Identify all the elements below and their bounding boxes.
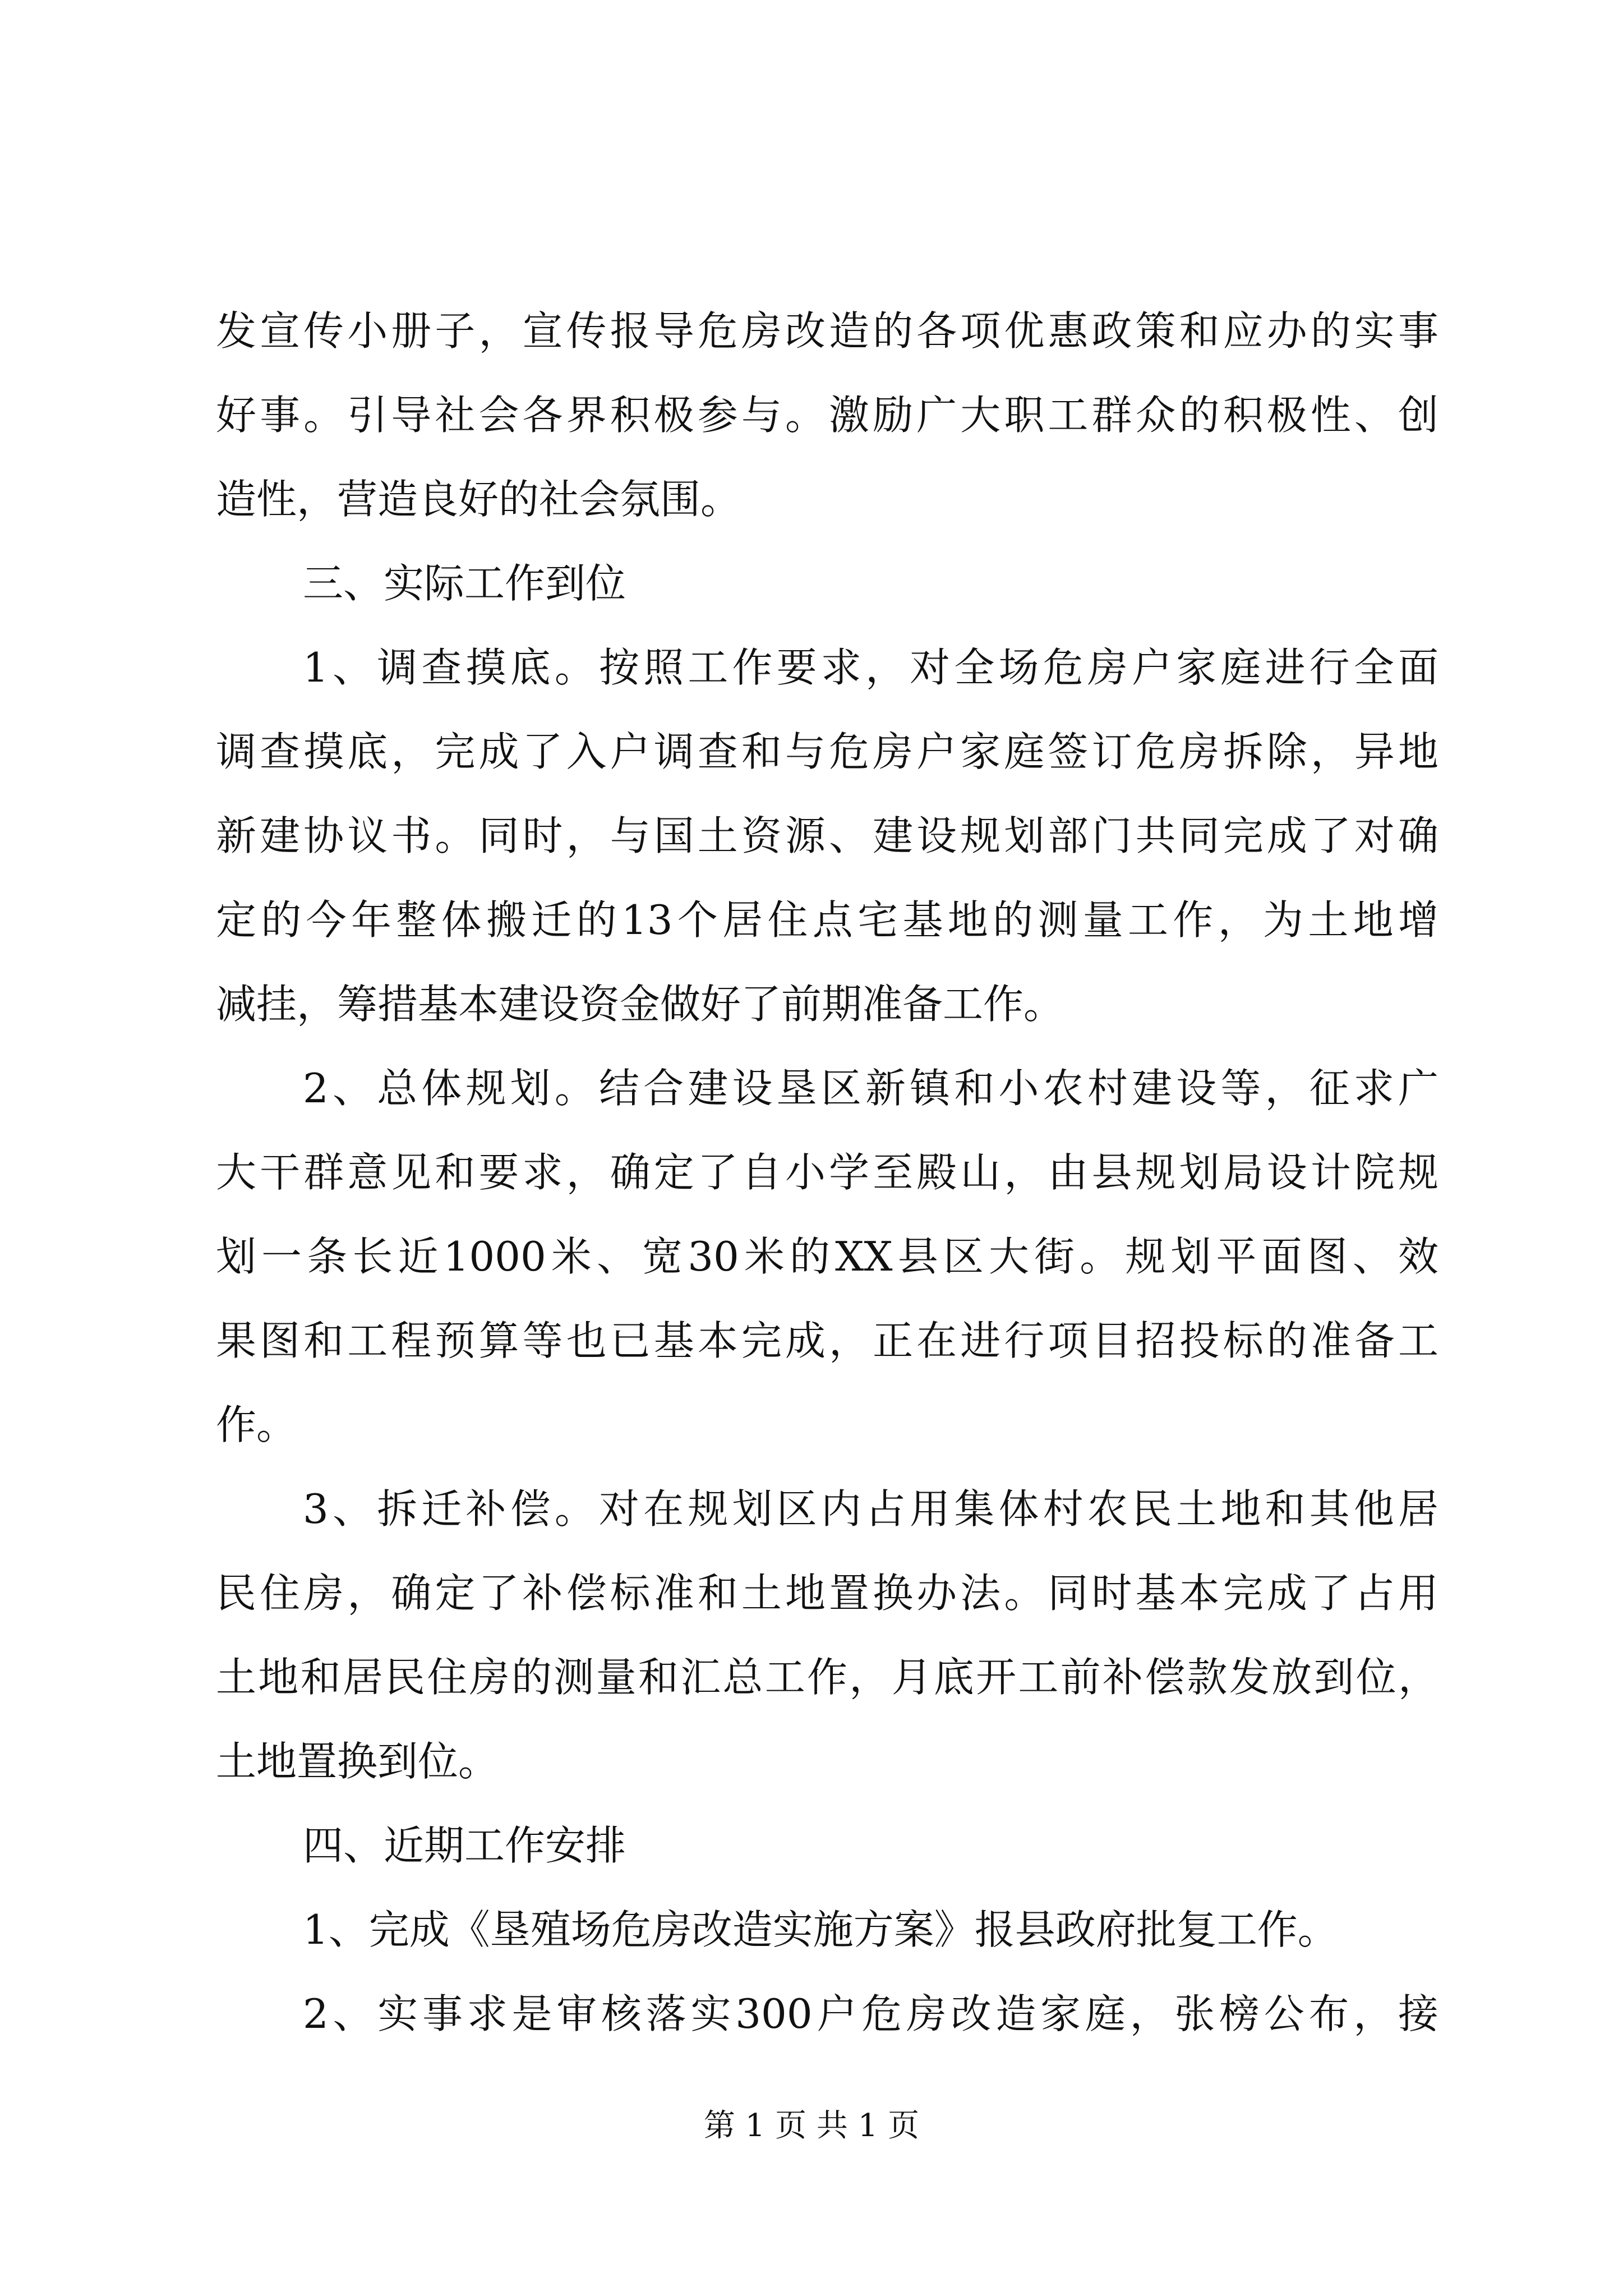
text-line: 作。 bbox=[216, 1401, 297, 1448]
text-line: 民住房，确定了补偿标准和土地置换办法。同时基本完成了占用 bbox=[216, 1570, 1438, 1617]
section-heading: 四、近期工作安排 bbox=[303, 1822, 626, 1869]
text-line: 果图和工程预算等也已基本完成，正在进行项目招投标的准备工 bbox=[216, 1317, 1438, 1364]
text-line: 1、调查摸底。按照工作要求，对全场危房户家庭进行全面 bbox=[303, 644, 1438, 691]
text-line: 3、拆迁补偿。对在规划区内占用集体村农民土地和其他居 bbox=[303, 1485, 1438, 1533]
document-body bbox=[216, 289, 1438, 2056]
text-line: 1、完成《垦殖场危房改造实施方案》报县政府批复工作。 bbox=[303, 1906, 1338, 1953]
text-line: 土地置换到位。 bbox=[216, 1738, 499, 1785]
page-footer: 第 1 页 共 1 页 bbox=[703, 2108, 920, 2144]
text-line: 新建协议书。同时，与国土资源、建设规划部门共同完成了对确 bbox=[216, 812, 1438, 859]
section-heading: 三、实际工作到位 bbox=[303, 560, 626, 607]
text-line: 减挂，筹措基本建设资金做好了前期准备工作。 bbox=[216, 981, 1064, 1028]
text-line: 2、总体规划。结合建设垦区新镇和小农村建设等，征求广 bbox=[303, 1065, 1438, 1112]
text-line: 2、实事求是审核落实300户危房改造家庭，张榜公布，接 bbox=[303, 1990, 1438, 2037]
text-line: 发宣传小册子，宣传报导危房改造的各项优惠政策和应办的实事 bbox=[216, 307, 1438, 355]
text-line: 好事。引导社会各界积极参与。激励广大职工群众的积极性、创 bbox=[216, 392, 1438, 439]
text-line: 定的今年整体搬迁的13个居住点宅基地的测量工作，为土地增 bbox=[216, 896, 1438, 944]
text-line: 土地和居民住房的测量和汇总工作，月底开工前补偿款发放到位， bbox=[216, 1654, 1438, 1701]
text-line: 造性，营造良好的社会氛围。 bbox=[216, 476, 741, 523]
text-line: 调查摸底，完成了入户调查和与危房户家庭签订危房拆除，异地 bbox=[216, 728, 1438, 775]
text-line: 划一条长近1000米、宽30米的XX县区大街。规划平面图、效 bbox=[216, 1233, 1438, 1280]
text-line: 大干群意见和要求，确定了自小学至殿山，由县规划局设计院规 bbox=[216, 1149, 1438, 1196]
